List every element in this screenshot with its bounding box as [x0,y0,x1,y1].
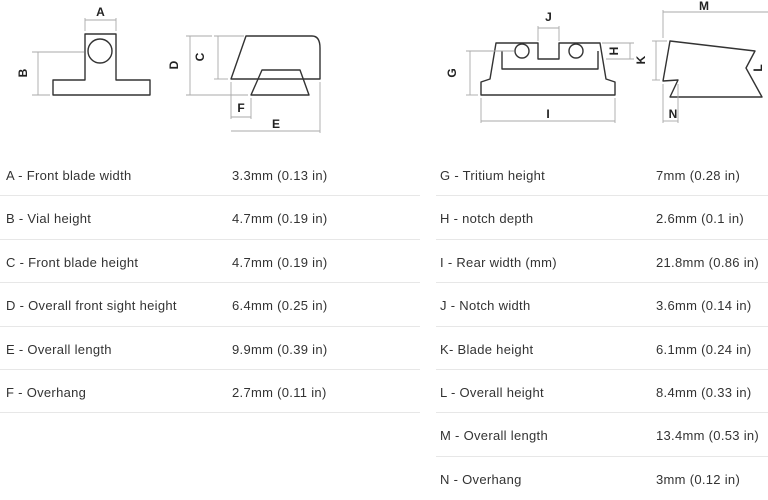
spec-label: K- Blade height [440,341,534,357]
spec-value: 2.7mm (0.11 in) [232,384,327,400]
spec-label: I - Rear width (mm) [440,254,557,270]
dim-label-k: K [634,55,648,65]
spec-value: 3.3mm (0.13 in) [232,168,328,183]
spec-value: 4.7mm (0.19 in) [232,211,328,227]
dim-label-a: A [96,5,105,19]
spec-value: 7mm (0.28 in) [656,168,741,183]
spec-label: D - Overall front sight height [6,298,177,314]
spec-label: H - notch depth [440,211,534,227]
front-sight-spec-table [0,153,420,413]
spec-value: 4.7mm (0.19 in) [232,254,328,270]
spec-value: 6.1mm (0.24 in) [656,341,752,357]
spec-label: E - Overall length [6,341,112,357]
spec-row [436,153,768,196]
spec-row [436,370,768,413]
dim-label-j: J [545,10,552,24]
dim-label-l: L [751,64,765,72]
spec-label: B - Vial height [6,211,92,227]
spec-row [436,413,768,456]
spec-row [436,457,768,500]
spec-value: 9.9mm (0.39 in) [232,341,328,357]
spec-value: 2.6mm (0.1 in) [656,211,745,227]
spec-row [0,240,420,283]
spec-label: G - Tritium height [440,168,546,183]
spec-label: L - Overall height [440,384,544,400]
spec-value: 8.4mm (0.33 in) [656,384,752,400]
spec-label: N - Overhang [440,471,522,487]
dimension-lines [32,10,768,133]
spec-label: C - Front blade height [6,254,139,270]
dim-label-e: E [271,117,281,131]
spec-value: 13.4mm (0.53 in) [656,428,760,444]
spec-label: J - Notch width [440,298,531,314]
spec-value: 21.8mm (0.86 in) [656,254,760,270]
spec-row [0,327,420,370]
spec-value: 3mm (0.12 in) [656,471,741,487]
spec-row [436,240,768,283]
spec-row [0,370,420,413]
dimension-labels [16,0,765,131]
spec-row [0,196,420,239]
front-sight-side-view [231,36,320,95]
dim-label-b: B [16,68,30,78]
spec-label: M - Overall length [440,428,548,444]
dim-label-c: C [193,52,207,62]
spec-value: 3.6mm (0.14 in) [656,298,752,314]
dim-label-d: D [167,60,181,70]
spec-row [0,283,420,326]
rear-sight-spec-table [436,153,768,500]
spec-row [436,283,768,326]
spec-label: A - Front blade width [6,168,132,183]
spec-row [436,196,768,239]
dim-label-n: N [668,107,678,121]
spec-value: 6.4mm (0.25 in) [232,298,328,314]
dim-label-m: M [699,0,709,13]
spec-row [0,153,420,196]
spec-label: F - Overhang [6,384,87,400]
dim-label-f: F [237,101,245,115]
spec-row [436,327,768,370]
dim-label-i: I [546,107,550,121]
row-divider [0,412,420,413]
front-sight-front-view [53,34,150,95]
dim-label-g: G [445,68,459,78]
diagram-svg [0,0,768,140]
sight-dimension-diagram [0,0,768,140]
dim-label-h: H [607,46,621,56]
